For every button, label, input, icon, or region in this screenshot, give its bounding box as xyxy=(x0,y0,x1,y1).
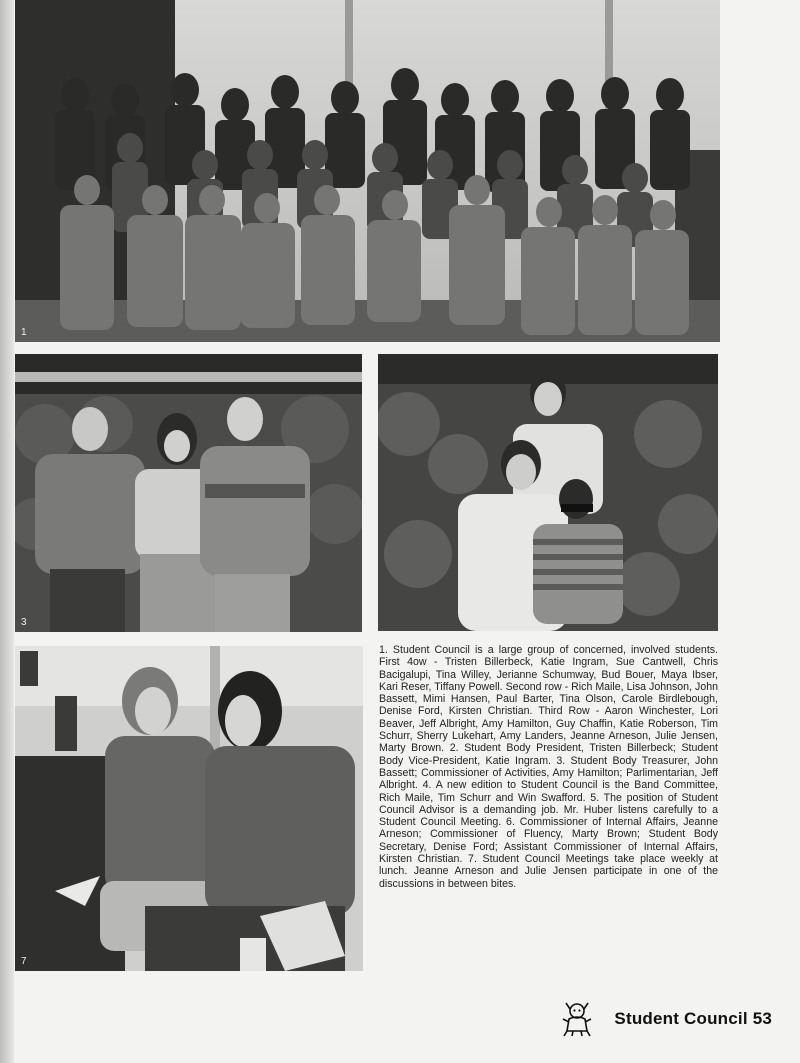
photo-number: 3 xyxy=(21,617,27,628)
photo-number: 1 xyxy=(21,327,27,338)
officers-photo xyxy=(15,354,362,632)
lunch-meeting-photo xyxy=(15,646,363,971)
page-number: 53 xyxy=(752,1009,772,1028)
page-spine xyxy=(0,0,14,1063)
mascot-icon xyxy=(560,1001,594,1037)
commissioners-photo xyxy=(378,354,718,631)
page-footer xyxy=(560,1001,772,1037)
group-photo xyxy=(15,0,720,342)
section-title: Student Council xyxy=(614,1009,748,1028)
photo-caption-text: 1. Student Council is a large group of concerned, involved students. First 4ow - Tristen Billerbeck, Katie Ingram, Sue Cantwell, Chris Bacigalupi, Tina Willey, Jerianne Schumway, Bud Bouer, Maya Ibser, Kari Reser, Tiffany Powell. Second row - Rich Maile, Lisa Johnson, John Bassett, Mimi Hansen, Paul Barter, Tina Olson, Carole Birdlebough, Denise Ford, Kirsten Christian. Third Row - Aaron Winchester, Lori Beaver, Jeff Albright, Amy Hamilton, Guy Chaffin, Katie Roberson, Tim Schurr, Sherry Lukehart, Amy Landers, Jeanne Arneson, Julie Jensen, Marty Brown. 2. Student Body President, Tristen Billerbeck; Student Body Vice-President, Katie Ingram. 3. Student Body Treasurer, John Bassett; Commissioner of Activities, Amy Hamilton; Parlimentarian, Jeff Albright. 4. A new edition to Student Council is the Band Committee, Rich Maile, Tim Schurr and Win Swafford. 5. The position of Student Council Advisor is a demanding job. Mr. Huber listens carefully to a Student Council Meeting. 6. Commissioner of Internal Affairs, Jeanne Arneson; Commissioner of Fluency, Marty Brown; Student Body Secretary, Denise Ford; Assistant Commissioner of Internal Affairs, Kirsten Christian. 7. Student Council Meetings take place weekly at lunch. Jeanne Arneson and Julie Jensen participate in one of the discussions in between bites. xyxy=(379,644,718,890)
photo-number: 7 xyxy=(21,956,27,967)
